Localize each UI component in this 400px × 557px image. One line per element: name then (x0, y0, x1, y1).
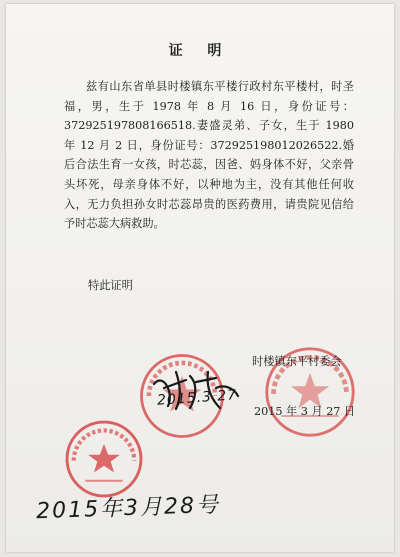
body-paragraph: 兹有山东省单县时楼镇东平楼行政村东平楼村，时圣福，男，生于 1978 年 8 月 16 日，身份证号：372925197808166518.妻盛灵弟、子女，生于 1980 年 12 月 2 日，身份证号：372925198012026522.婚后合法生育一女孩，时芯蕊，因爸、妈身体不好，父亲骨头坏死，母亲身体不好，以种地为主，没有其他任何收入，无力负担孙女时芯蕊昂贵的医药费用，请贵院见信给予时芯蕊大病救助。 (64, 80, 354, 231)
document-body (64, 77, 354, 234)
closing-text: 特此证明 (88, 279, 133, 292)
typed-date: 2015 年 3 月 27 日 (254, 405, 356, 418)
official-seal-3 (62, 417, 146, 501)
issuer-name: 时楼镇东平村委会 (252, 355, 342, 368)
document-page (6, 4, 394, 552)
handwritten-date-small: 2015.3.27 (156, 387, 238, 409)
handwritten-date-large: 2015年3月28号 (35, 492, 221, 525)
document-title: 证 明 (168, 43, 232, 59)
